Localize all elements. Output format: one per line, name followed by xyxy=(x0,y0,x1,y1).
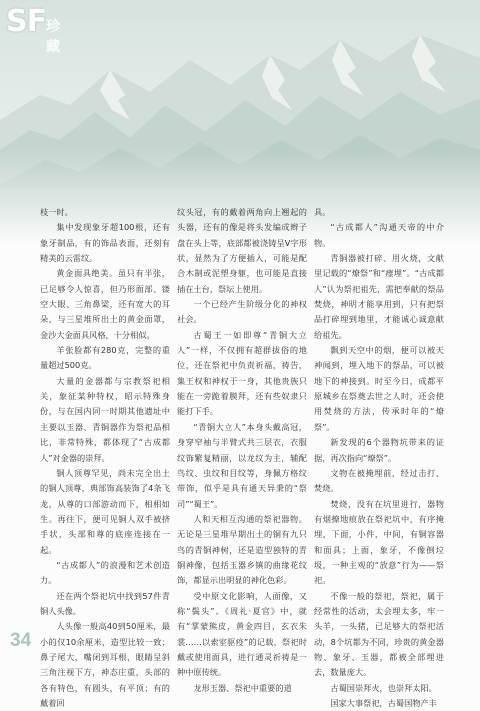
paragraph: 人和天相互沟通的祭祀器物。无论是三星堆早期出土的铜有九只鸟的青铜神树，还是造型独特的青铜神像，包括玉器乡镇的曲缘花纹饰，都显示出明显的神化色彩。 xyxy=(177,513,307,586)
paragraph: 焚烧，没有在坑里进行，器物有烟撩地痕放在祭祀坑中，有序掩埋，下面，小件，中间，有铜容器和面具；上面，象牙，不像倒垃圾，一种主观的“放意”行为——祭祀。 xyxy=(314,498,444,586)
paragraph: 大量的金器都与宗教祭祀相关，象征某种特权，昭示特殊身份，与在国内同一时期其他遗址中主要以玉器、青铜器作为祭祀品相比，非常特殊，都体现了“古成都人”对金器的崇拜。 xyxy=(40,375,170,463)
paragraph: 飘到天空中的烟，便可以被天神闻到，埋入地下的祭品，可以被地下的神接到。时至今日，成都平原城乡在祭奠去世之人时，还会使用焚烧的方法，传承时年的“燎祭”。 xyxy=(314,345,444,432)
paragraph: 黄金面具绝美。虽只有半张，已足够令人惊喜，但乃形面部、镂空大眼、三角鼻梁，还有宽大的耳朵，与三星堆所出土的黄金面罩，金沙大金面具风格，十分相似。 xyxy=(40,268,170,340)
paragraph: “古成都人”沟通天帝的中介物。 xyxy=(314,222,444,248)
paragraph: 龙形玉器、祭祀中重要的道 xyxy=(193,682,292,693)
paragraph: 国家大事祭祀，古蜀国物产丰 xyxy=(330,698,437,708)
text-column-2 xyxy=(177,205,307,696)
paragraph: 铜人顶尊罕见，尚未完全出土的铜人顶尊，典部饰高装饰了4条飞龙，从尊的口部游动而下，相相如生。再往下，便可见铜人双手被挤手状，头部和尊的底座连接在一起。 xyxy=(40,467,170,555)
paragraph: 羊张脸都有280克，完整的重量超过500克。 xyxy=(40,345,170,371)
paragraph: 古蜀王一如即尊“青铜大立人”一样，不仅拥有超群拔俗的地位，还在祭祀中负责祈福，祷告，集王权和神权于一身，其他贵族只能在一旁跪着膜拜，还有些奴隶只能打下手。 xyxy=(177,329,307,417)
paragraph: 具。 xyxy=(314,207,331,217)
paragraph: 枝一时。 xyxy=(40,207,73,217)
paragraph: 还在两个祭祀坑中找到57件青铜人头像。 xyxy=(40,590,170,616)
paragraph: 青铜器被打碎、用火烧，文献里记载的“燎祭”和“瘗埋”。“古成都人”认为祭祀祖先，需把奉献的祭品焚烧，神明才能享用到，只有把祭品打碎埋到地里，才能诚心诚意献给祖先。 xyxy=(314,253,444,340)
paragraph: 不像一般的祭祀，祭祀，属于经常性的活动，太会埋太多，牢一头羊，一头猪，已足够大的祭祀活动，8个坑都为不同，珍贵的黄金器物、象牙、玉器，都被全部埋进去，数量庞大。 xyxy=(314,590,444,678)
logo-latin-text: SF xyxy=(6,4,47,39)
text-column-3 xyxy=(314,205,444,711)
paragraph: 纹头冠，有的戴着两角向上翘起的头器，还有的像是将头发编成辫子盘在头上等，底部都被浇铸呈V字形状，显然为了方便插入，可能是配合木制或泥塑身躯，也可能是直接插在土台，祭坛上使用。 xyxy=(177,207,307,294)
text-column-1 xyxy=(40,205,170,711)
page-number: 34 xyxy=(10,630,32,651)
paragraph: “青铜大立人”本身头戴高冠，身穿窄袖与半臂式共三层衣，衣服纹饰繁复精丽，以龙纹为主，辅配鸟纹、虫纹和目纹等，身佩方格纹带饰，似乎是具有通天异秉的“祭司”“蜀王”。 xyxy=(177,421,307,509)
logo-hanzi-text: 珍藏 xyxy=(46,19,60,55)
paragraph: 古蜀国崇拜火，也崇拜太阳。 xyxy=(330,682,437,693)
paragraph: 人头像一般高40到50厘米，最小的仅10余厘米，造型比较一致；鼻子尾大，嘴闭到耳根，眼睛呈斜三角注视下方，神态庄重，头部的各有特色，有圆头，有平顶；有的戴着回 xyxy=(40,621,170,708)
paragraph: 新发现的6个器物坑带来的证据，再次指向“燎祭”。 xyxy=(314,437,444,463)
paragraph: 受中原文化影响，人面像，又称“鬓头”。《周礼·夏官》中，就有“掌蒙熊皮，黄金四目，玄衣朱裳……以索室驱疫”的记载，祭祀时戴或使用面具，进行通灵祈祷是一种中原传统。 xyxy=(177,590,307,678)
paragraph: 文物在被掩埋前，经过击打、焚烧。 xyxy=(314,467,444,494)
paragraph: 一个已经产生阶级分化的神权社会。 xyxy=(177,299,307,325)
magazine-logo xyxy=(6,4,66,55)
paragraph: “古成都人”的浪漫和艺术创造力。 xyxy=(40,559,170,586)
paragraph: 集中发现象牙超100根，还有象牙制品，有的饰品表面，还刻有精美的云雷纹。 xyxy=(40,222,170,264)
